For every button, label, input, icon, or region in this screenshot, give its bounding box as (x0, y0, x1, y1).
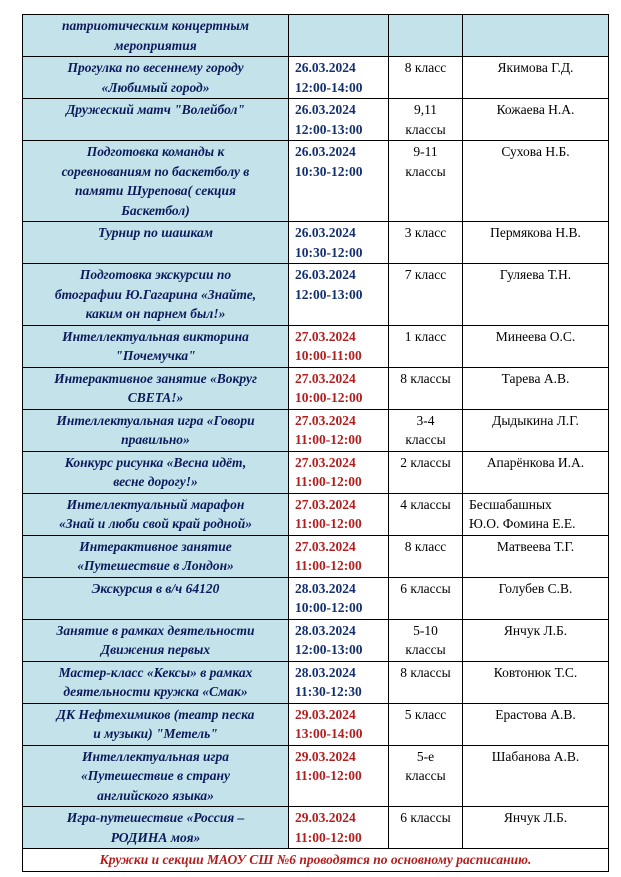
teacher-cell (463, 222, 609, 264)
grade-cell (389, 264, 463, 326)
teacher-line: Бесшабашных (469, 496, 552, 512)
teacher-line: Ю.О. Фомина Е.Е. (469, 516, 576, 531)
event-line: Интеллектуальная игра «Говори (56, 412, 255, 428)
event-line: мероприятия (114, 37, 197, 53)
teacher-line: Матвеева Т.Г. (496, 538, 575, 554)
date-cell (289, 535, 389, 577)
event-line: Мастер-класс «Кексы» в рамках (58, 664, 253, 680)
date-cell (289, 577, 389, 619)
event-line: «Любимый город» (101, 79, 210, 95)
event-line: "Почемучка" (115, 348, 196, 363)
teacher-cell (463, 577, 609, 619)
footer-note: Кружки и секции МАОУ СШ №6 проводятся по основному расписанию. (23, 849, 609, 872)
event-time: 12:00-14:00 (295, 79, 363, 95)
date-cell (289, 141, 389, 222)
event-line: СВЕТА!» (127, 390, 184, 405)
teacher-cell (463, 745, 609, 807)
date-cell (289, 409, 389, 451)
grade-line: 8 класс (404, 60, 447, 75)
event-date: 28.03.2024 (295, 664, 356, 680)
event-cell (23, 99, 289, 141)
table-row (23, 99, 609, 141)
date-cell (289, 325, 389, 367)
event-line: Турнир по шашкам (98, 225, 213, 240)
grade-line: 8 классы (400, 370, 451, 386)
teacher-line: Голубев С.В. (498, 580, 573, 596)
event-cell (23, 535, 289, 577)
event-date: 27.03.2024 (295, 496, 356, 512)
grade-line: 8 класс (404, 538, 447, 554)
event-cell (23, 325, 289, 367)
event-date: 28.03.2024 (295, 580, 356, 596)
grade-line: 9,11 (413, 102, 438, 117)
table-row (23, 577, 609, 619)
event-line: Подготовка экскурсии по (79, 267, 232, 282)
grade-cell (389, 57, 463, 99)
event-line: Интерактивное занятие (79, 538, 232, 554)
teacher-cell (463, 409, 609, 451)
date-cell (289, 57, 389, 99)
teacher-cell (463, 493, 609, 535)
event-time: 11:00-12:00 (295, 432, 362, 447)
grade-line: классы (405, 768, 446, 783)
event-line: «Путешествие в Лондон» (77, 558, 234, 573)
event-cell (23, 619, 289, 661)
event-line: Занятие в рамках деятельности (56, 622, 255, 638)
table-row (23, 57, 609, 99)
event-line: и музыки) "Метель" (93, 726, 218, 741)
event-date: 26.03.2024 (295, 267, 356, 282)
grade-line: 6 классы (400, 580, 451, 596)
teacher-line: Тарева А.В. (501, 370, 570, 386)
table-row (23, 409, 609, 451)
table-row (23, 325, 609, 367)
teacher-line: Минеева О.С. (495, 328, 576, 344)
grade-line: классы (405, 642, 446, 657)
teacher-line: Шабанова А.В. (491, 748, 580, 764)
event-date: 29.03.2024 (295, 706, 356, 722)
table-row (23, 451, 609, 493)
event-cell (23, 807, 289, 849)
grade-line: 6 классы (400, 810, 451, 825)
event-date: 29.03.2024 (295, 748, 356, 764)
event-date: 26.03.2024 (295, 102, 356, 117)
event-time: 11:00-12:00 (295, 558, 362, 573)
footer-row (23, 849, 609, 872)
grade-cell (389, 141, 463, 222)
teacher-cell (463, 535, 609, 577)
date-cell (289, 264, 389, 326)
event-line: каким он парнем был!» (85, 306, 226, 321)
grade-line: 1 класс (404, 328, 447, 344)
teacher-cell (463, 99, 609, 141)
date-cell (289, 367, 389, 409)
grade-cell (389, 409, 463, 451)
event-line: весне дорогу!» (113, 474, 198, 489)
teacher-cell (463, 451, 609, 493)
event-cell (23, 222, 289, 264)
table-row (23, 535, 609, 577)
date-cell (289, 619, 389, 661)
event-time: 10:30-12:00 (295, 163, 363, 179)
event-time: 12:00-13:00 (295, 642, 363, 657)
event-line: Дружеский матч "Волейбол" (66, 102, 245, 117)
teacher-line: Дыдыкина Л.Г. (492, 412, 579, 428)
event-line: правильно» (121, 432, 190, 447)
event-time: 10:30-12:00 (295, 244, 363, 260)
teacher-cell (463, 619, 609, 661)
event-time: 12:00-13:00 (295, 286, 363, 302)
table-row (23, 619, 609, 661)
table-row (23, 661, 609, 703)
grade-line: классы (405, 121, 446, 137)
event-date: 28.03.2024 (295, 622, 356, 638)
event-line: «Путешествие в страну (81, 768, 230, 783)
teacher-line: Ковтонюк Т.С. (493, 664, 578, 680)
grade-cell (389, 619, 463, 661)
grade-line: 3-4 (416, 412, 435, 428)
date-cell (289, 451, 389, 493)
table-row (23, 367, 609, 409)
event-date: 27.03.2024 (295, 454, 356, 470)
event-line: Конкурс рисунка «Весна идёт, (64, 454, 247, 470)
schedule-table (22, 14, 609, 872)
event-time: 10:00-11:00 (295, 348, 362, 363)
event-line: ДК Нефтехимиков (театр песка (56, 706, 255, 722)
table-row (23, 222, 609, 264)
event-line: соревнованиям по баскетболу в (61, 163, 250, 179)
event-cell (23, 661, 289, 703)
event-cell (23, 141, 289, 222)
event-time: 11:00-12:00 (295, 768, 362, 783)
grade-cell (389, 807, 463, 849)
event-date: 26.03.2024 (295, 225, 356, 240)
grade-line: 8 классы (400, 664, 451, 680)
event-line: бтографии Ю.Гагарина «Знайте, (54, 286, 257, 302)
event-line: РОДИНА моя» (110, 829, 201, 845)
date-cell (289, 807, 389, 849)
date-cell-empty (289, 15, 389, 57)
event-cell (23, 409, 289, 451)
teacher-line: Янчук Л.Б. (503, 622, 568, 638)
grade-line: 5-10 (413, 622, 438, 638)
event-line: «Знай и люби свой край родной» (58, 516, 253, 531)
grade-cell (389, 535, 463, 577)
table-row (23, 493, 609, 535)
grade-line: 5 класс (404, 706, 447, 722)
event-line: Баскетбол) (121, 202, 190, 218)
event-date: 27.03.2024 (295, 370, 356, 386)
teacher-cell (463, 367, 609, 409)
teacher-cell (463, 807, 609, 849)
event-line: Интеллектуальный марафон (66, 496, 245, 512)
event-date: 27.03.2024 (295, 538, 356, 554)
event-line: памяти Шурепова( секция (74, 183, 237, 198)
date-cell (289, 745, 389, 807)
grade-cell (389, 661, 463, 703)
event-date: 29.03.2024 (295, 810, 356, 825)
event-date: 27.03.2024 (295, 328, 356, 344)
event-time: 11:30-12:30 (295, 684, 362, 699)
event-time: 13:00-14:00 (295, 726, 363, 741)
event-cell (23, 451, 289, 493)
grade-line: классы (405, 432, 446, 447)
table-row-continued (23, 15, 609, 57)
event-time: 11:00-12:00 (295, 516, 362, 531)
event-date: 26.03.2024 (295, 144, 356, 159)
teacher-line: Гуляева Т.Н. (499, 267, 572, 282)
event-line: Интерактивное занятие «Вокруг (54, 370, 257, 386)
event-line: Интеллектуальная викторина (62, 328, 249, 344)
teacher-cell (463, 57, 609, 99)
event-time: 10:00-12:00 (295, 390, 363, 405)
grade-cell (389, 367, 463, 409)
table-row (23, 703, 609, 745)
event-line: Прогулка по весеннему городу (67, 60, 244, 75)
event-date: 27.03.2024 (295, 412, 356, 428)
teacher-cell (463, 703, 609, 745)
grade-cell (389, 493, 463, 535)
event-cell (23, 57, 289, 99)
grade-cell (389, 745, 463, 807)
teacher-cell (463, 264, 609, 326)
teacher-cell (463, 141, 609, 222)
grade-line: 9-11 (413, 144, 438, 159)
grade-line: 7 класс (404, 267, 447, 282)
event-date: 26.03.2024 (295, 60, 356, 75)
teacher-line: Кожаева Н.А. (496, 102, 575, 117)
event-time: 10:00-12:00 (295, 600, 363, 615)
schedule-body (23, 15, 609, 849)
event-cell (23, 15, 289, 57)
teacher-line: Апарёнкова И.А. (486, 454, 585, 470)
date-cell (289, 661, 389, 703)
event-line: английского языка» (97, 787, 214, 803)
event-line: Подготовка команды к (86, 144, 225, 159)
event-cell (23, 703, 289, 745)
event-time: 11:00-12:00 (295, 829, 362, 845)
event-cell (23, 577, 289, 619)
event-line: Экскурсия в в/ч 64120 (91, 580, 220, 596)
table-row (23, 264, 609, 326)
teacher-line: Сухова Н.Б. (501, 144, 570, 159)
table-row (23, 141, 609, 222)
table-row (23, 807, 609, 849)
date-cell (289, 222, 389, 264)
teacher-line: Ерастова А.В. (495, 706, 576, 722)
grade-cell (389, 451, 463, 493)
event-line: Игра-путешествие «Россия – (66, 810, 245, 825)
teacher-line: Пермякова Н.В. (490, 225, 581, 240)
table-row (23, 745, 609, 807)
event-time: 12:00-13:00 (295, 121, 363, 137)
teacher-line: Янчук Л.Б. (503, 810, 568, 825)
grade-line: 2 классы (400, 454, 451, 470)
event-cell (23, 367, 289, 409)
grade-cell (389, 703, 463, 745)
grade-line: 4 классы (400, 496, 451, 512)
event-cell (23, 264, 289, 326)
date-cell (289, 99, 389, 141)
grade-line: 3 класс (404, 225, 447, 240)
grade-cell (389, 99, 463, 141)
grade-cell-empty (389, 15, 463, 57)
event-time: 11:00-12:00 (295, 474, 362, 489)
event-line: Движения первых (100, 642, 211, 657)
event-line: патриотическим концертным (62, 18, 249, 33)
event-cell (23, 745, 289, 807)
teacher-line: Якимова Г.Д. (497, 60, 574, 75)
teacher-cell (463, 325, 609, 367)
event-line: деятельности кружка «Смак» (63, 684, 248, 699)
grade-cell (389, 325, 463, 367)
grade-cell (389, 577, 463, 619)
grade-cell (389, 222, 463, 264)
teacher-cell-empty (463, 15, 609, 57)
event-cell (23, 493, 289, 535)
grade-line: 5-е (416, 748, 435, 764)
event-line: Интеллектуальная игра (81, 748, 230, 764)
date-cell (289, 703, 389, 745)
date-cell (289, 493, 389, 535)
grade-line: классы (405, 163, 446, 179)
teacher-cell (463, 661, 609, 703)
